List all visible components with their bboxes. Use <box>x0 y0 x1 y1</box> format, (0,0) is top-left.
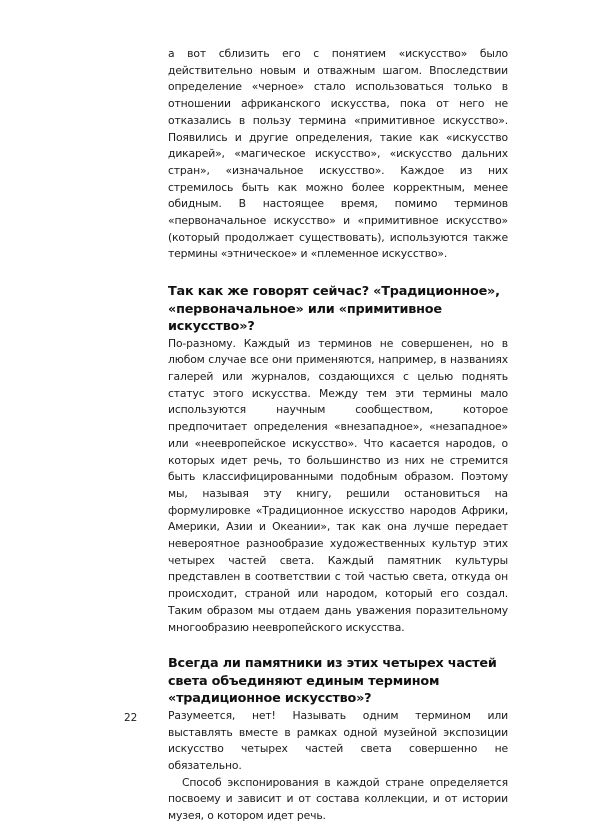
answer-paragraph-exhibition: Способ экспонирования в каждой стране определяется посвоему и зависит и от состава коллекции, и от истории музея, о котором идет речь. <box>168 775 508 823</box>
question-heading-terms: Так как же говорят сейчас? «Традиционное», «первоначальное» или «примитивное искусство»? <box>168 284 500 335</box>
text-column <box>168 46 508 825</box>
answer-paragraph-unified-term: Разумеется, нет! Называть одним термином или выставлять вместе в рамках одной музейной экспозиции искусство четырех частей света совершенно не обязательно. <box>168 708 508 772</box>
page-number: 22 <box>124 712 138 724</box>
answer-paragraph-terms: По-разному. Каждый из терминов не совершенен, но в любом случае все они применяются, например, в названиях галерей или журналов, создающихся с целью поднять статус этого искусства. Между тем эти термины мало используются научным сообществом, которое предпочитает определения «внезападное», «незападное» или «неевропейское искусство». Что касается народов, о которых идет речь, то большинство из них не стремится быть классифицированными подобным образом. Поэтому мы, называя эту книгу, решили остановиться на формулировке «Традиционное искусство народов Африки, Америки, Азии и Океании», так как она лучше передает невероятное разнообразие художественных культур этих четырех частей света. Каждый памятник культуры представлен в соответствии с той частью света, откуда он происходит, страной или народом, который его создал. Таким образом мы отдаем дань уважения поразительному многообразию неевропейского искусства. <box>168 336 508 634</box>
intro-paragraph: а вот сблизить его с понятием «искусство» было действительно новым и отважным шагом. Впоследствии определение «черное» стало использоваться только в отношении африканского искусства, пока от него не отказались в пользу термина «примитивное искусство». Появились и другие определения, такие как «искусство дикарей», «магическое искусство», «искусство дальних стран», «изначальное искусство». Каждое из них стремилось быть как можно более корректным, менее обидным. В настоящее время, помимо терминов «первоначальное искусство» и «примитивное искусство» (который продолжает существовать), используются также термины «этническое» и «племенное искусство». <box>168 47 508 261</box>
question-heading-unified-term: Всегда ли памятники из этих четырех частей света объединяют единым термином «традиционное искусство»? <box>168 656 497 707</box>
